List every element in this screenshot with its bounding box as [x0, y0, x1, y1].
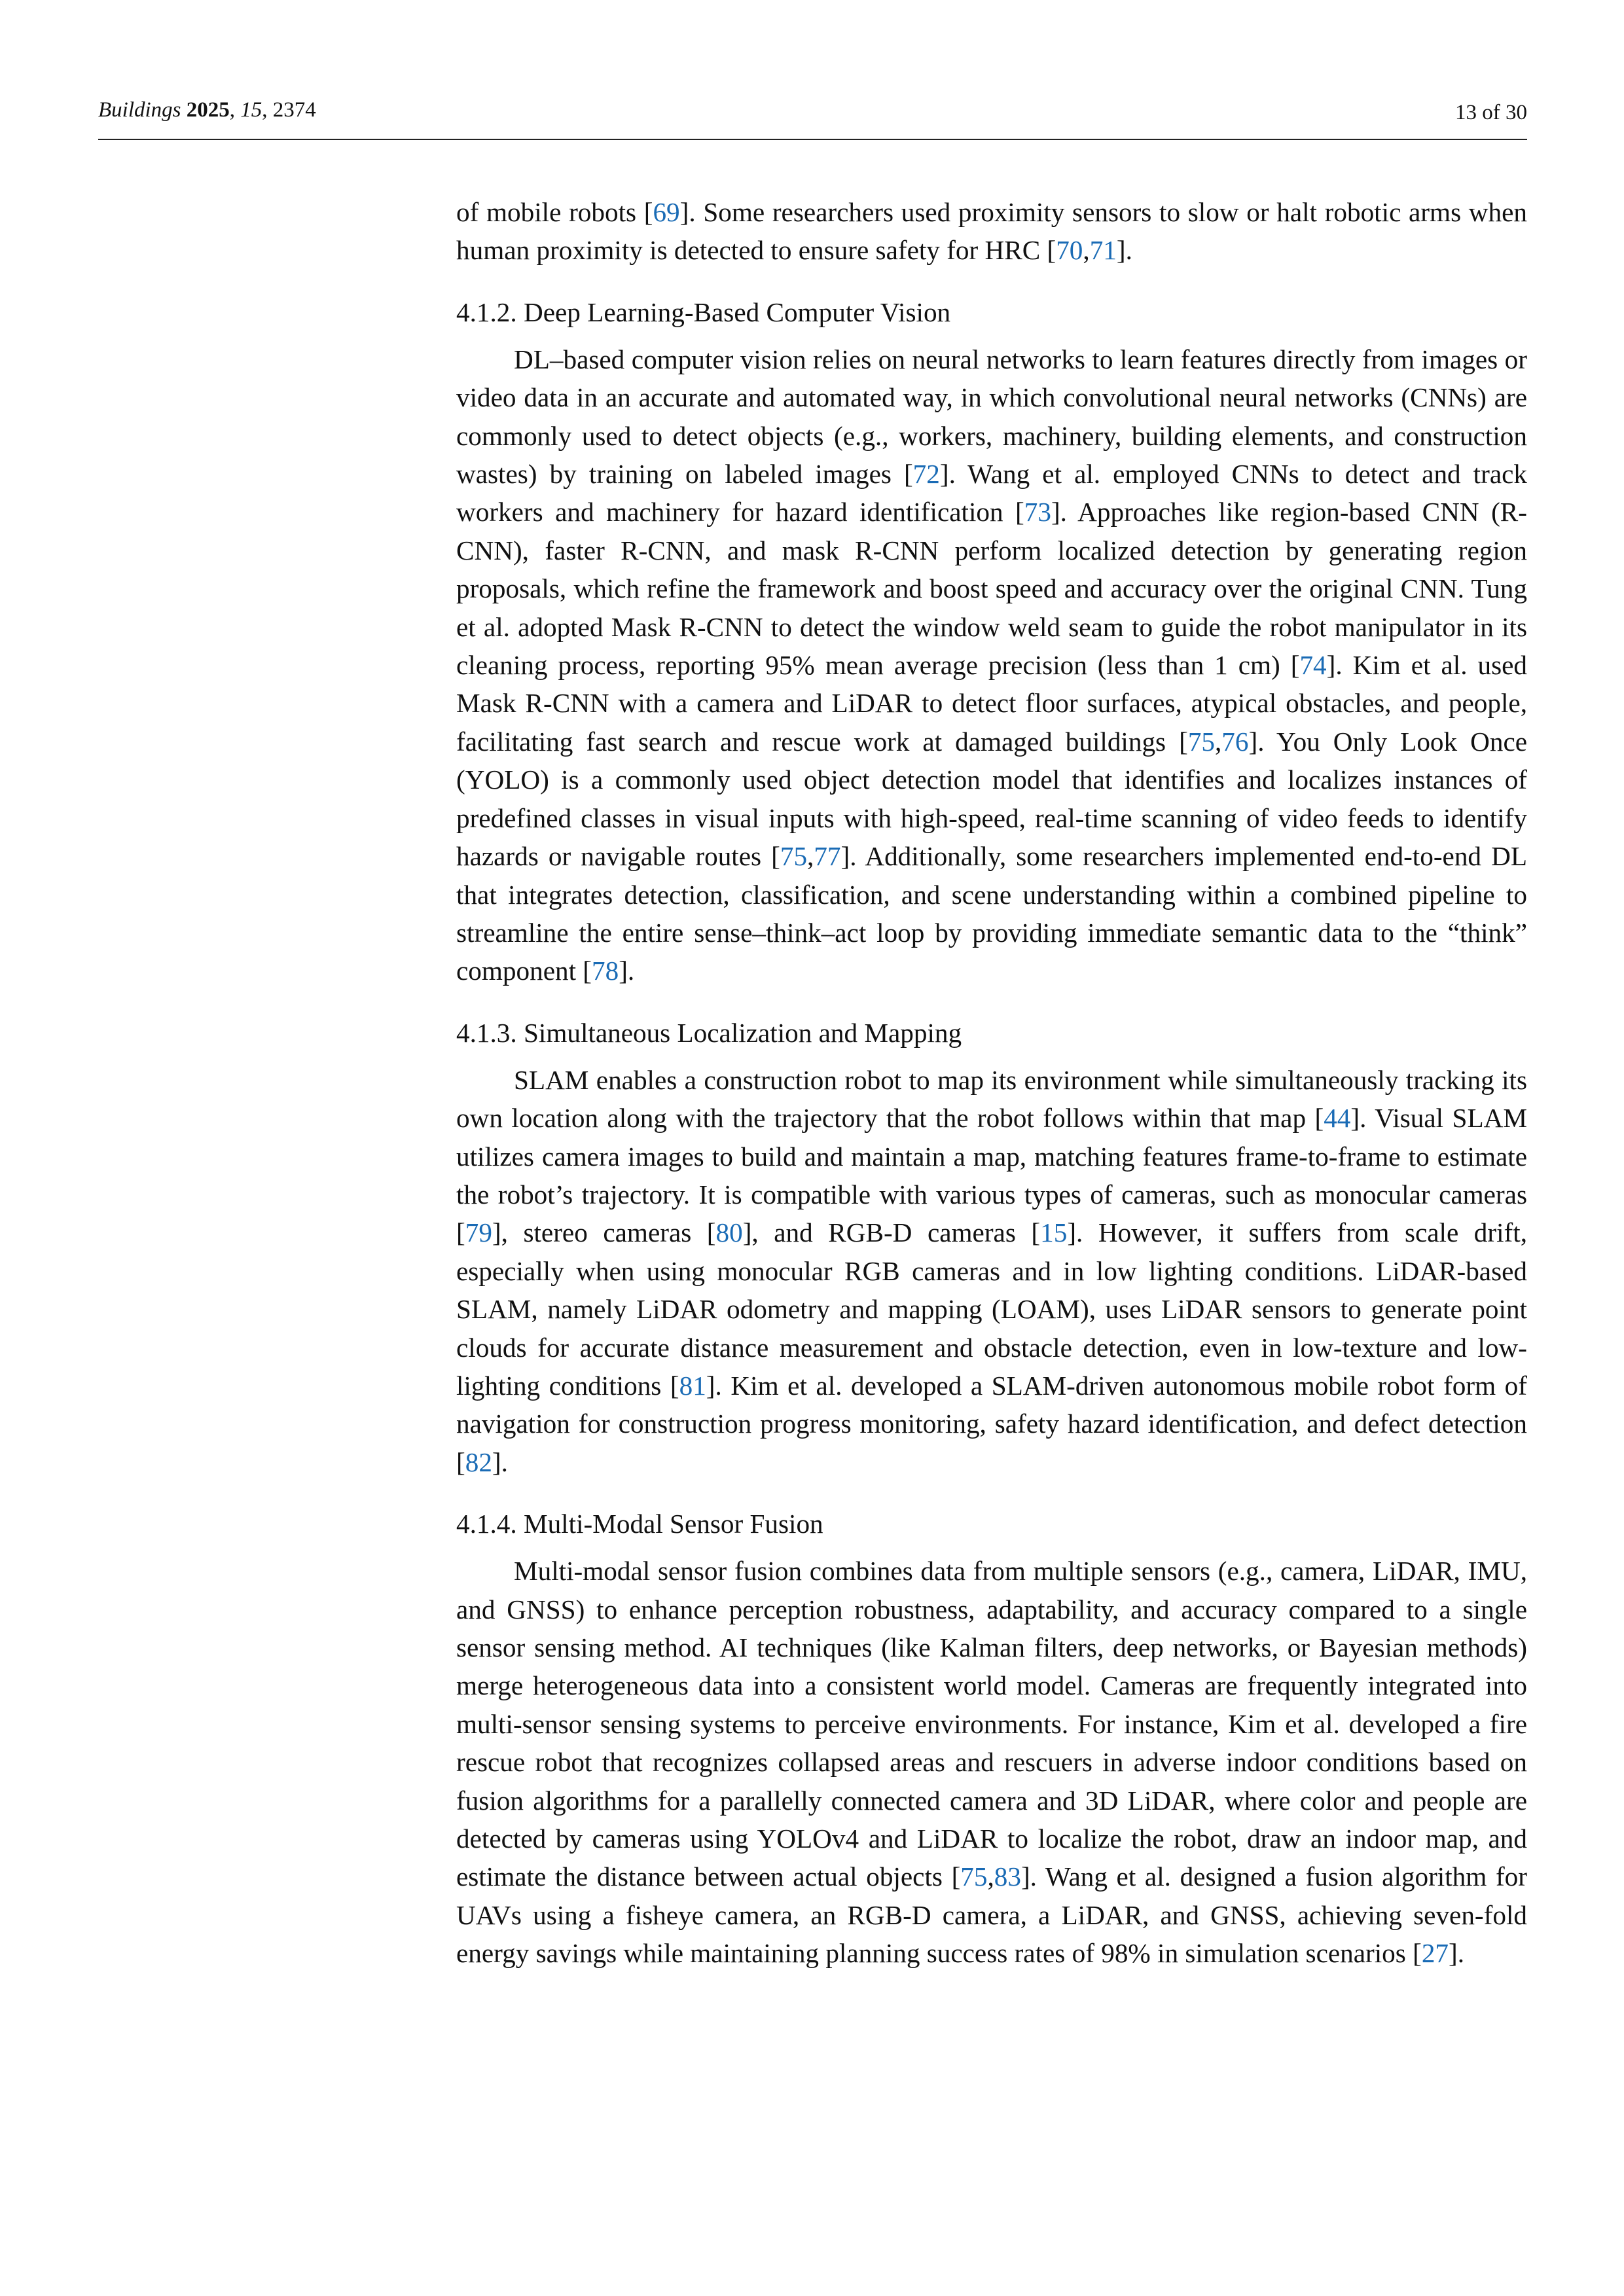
citation-link[interactable]: 15	[1040, 1217, 1068, 1248]
citation-link[interactable]: 82	[465, 1446, 492, 1477]
citation-link[interactable]: 74	[1299, 650, 1327, 681]
paragraph-text: ]. Kim et al. developed a SLAM-driven autonomous mobile robot form of navigation for construction progress monitoring, safety hazard identification, and defect detection [	[456, 1370, 1527, 1477]
article-body	[456, 193, 1527, 1973]
citation-link[interactable]: 81	[679, 1370, 706, 1401]
body-paragraph	[456, 1552, 1527, 1972]
paragraph-text: ,	[987, 1861, 994, 1892]
citation-link[interactable]: 75	[960, 1861, 988, 1892]
header-rule	[98, 139, 1527, 140]
citation-link[interactable]: 69	[653, 197, 680, 227]
body-paragraph	[456, 1061, 1527, 1481]
citation-link[interactable]: 72	[912, 459, 940, 490]
citation-link[interactable]: 83	[994, 1861, 1021, 1892]
citation-link[interactable]: 73	[1024, 497, 1051, 528]
paragraph-text: ].	[1449, 1938, 1465, 1969]
paragraph-text: ]. However, it suffers from scale drift, especially when using monocular RGB cameras and in low lighting conditions. LiDAR-based SLAM, namely LiDAR odometry and mapping (LOAM), uses LiDAR sensors to generate point clouds for accurate distance measurement and obstacle detection, even in low-texture and low-lighting conditions [	[456, 1217, 1528, 1401]
body-paragraph	[456, 340, 1527, 990]
journal-citation: Buildings 2025, 15, 2374	[98, 98, 316, 122]
citation-link[interactable]: 80	[715, 1217, 743, 1248]
body-paragraph	[456, 193, 1527, 270]
page-number: 13 of 30	[1455, 101, 1527, 124]
citation-link[interactable]: 44	[1324, 1103, 1351, 1134]
journal-year: 2025	[186, 98, 230, 122]
citation-link[interactable]: 27	[1421, 1938, 1449, 1969]
paragraph-text: ,	[1215, 726, 1222, 757]
paragraph-text: SLAM enables a construction robot to map its environment while simultaneously tracking its own location along with the trajectory that the robot follows within that map [	[456, 1064, 1527, 1134]
paragraph-text: ]. Wang et al. employed CNNs to detect and track workers and machinery for hazard identification [	[456, 459, 1528, 528]
paragraph-text: ,	[1083, 235, 1090, 266]
citation-link[interactable]: 75	[780, 841, 808, 872]
paragraph-text: ], and RGB-D cameras [	[742, 1217, 1041, 1248]
citation-link[interactable]: 77	[814, 841, 841, 872]
paragraph-text: DL–based computer vision relies on neural networks to learn features directly from images or video data in an accurate and automated way, in which convolutional neural networks (CNNs) are commonly used to detect objects (e.g., workers, machinery, building elements, and construction wastes) by training on labeled images [	[456, 344, 1527, 490]
paragraph-text: ]. You Only Look Once (YOLO) is a commonly used object detection model that identifies and localizes instances of predefined classes in visual inputs with high-speed, real-time scanning of video feeds to identify hazards or navigable routes [	[456, 726, 1528, 872]
running-header	[98, 92, 1527, 131]
journal-volume: 15	[240, 98, 262, 122]
paragraph-text: ,	[807, 841, 814, 872]
paragraph-text: of mobile robots [	[456, 197, 653, 227]
citation-link[interactable]: 78	[592, 956, 619, 986]
paragraph-text: ].	[492, 1446, 508, 1477]
paragraph-text: ]. Visual SLAM utilizes camera images to build and maintain a map, matching features frame-to-frame to estimate the robot’s trajectory. It is compatible with various types of cameras, such as monocular cameras [	[456, 1103, 1527, 1248]
section-heading: 4.1.2. Deep Learning-Based Computer Vision	[456, 296, 951, 327]
paragraph-text: ]. Wang et al. designed a fusion algorithm for UAVs using a fisheye camera, an RGB-D camera, a LiDAR, and GNSS, achieving seven-fold energy savings while maintaining planning success rates of 98% in simulation scenarios [	[456, 1861, 1527, 1969]
paragraph-text: ]. Some researchers used proximity sensors to slow or halt robotic arms when human proximity is detected to ensure safety for HRC [	[456, 197, 1527, 266]
paragraph-text: ].	[1116, 235, 1132, 266]
article-number: 2374	[272, 98, 316, 122]
paragraph-text: ], stereo cameras [	[492, 1217, 716, 1248]
citation-link[interactable]: 79	[465, 1217, 492, 1248]
paragraph-text: ]. Additionally, some researchers implemented end-to-end DL that integrates detection, classification, and scene understanding within a combined pipeline to streamline the entire sense–think–act loop by providing immediate semantic data to the “think” component [	[456, 841, 1527, 986]
section-heading: 4.1.4. Multi-Modal Sensor Fusion	[456, 1509, 823, 1539]
paragraph-text: Multi-modal sensor fusion combines data from multiple sensors (e.g., camera, LiDAR, IMU, and GNSS) to enhance perception robustness, adaptability, and accuracy compared to a single sensor sensing method. AI techniques (like Kalman filters, deep networks, or Bayesian methods) merge heterogeneous data into a consistent world model. Cameras are frequently integrated into multi-sensor sensing systems to perceive environments. For instance, Kim et al. developed a fire rescue robot that recognizes collapsed areas and rescuers in adverse indoor conditions based on fusion algorithms for a parallelly connected camera and 3D LiDAR, where color and people are detected by cameras using YOLOv4 and LiDAR to localize the robot, draw an indoor map, and estimate the distance between actual objects [	[456, 1556, 1527, 1892]
citation-link[interactable]: 71	[1089, 235, 1117, 266]
paragraph-text: ]. Approaches like region-based CNN (R-CNN), faster R-CNN, and mask R-CNN perform localized detection by generating region proposals, which refine the framework and boost speed and accuracy over the original CNN. Tung et al. adopted Mask R-CNN to detect the window weld seam to guide the robot manipulator in its cleaning process, reporting 95% mean average precision (less than 1 cm) [	[456, 497, 1527, 681]
paragraph-text: ].	[619, 956, 635, 986]
section-heading: 4.1.3. Simultaneous Localization and Mapping	[456, 1017, 962, 1048]
citation-link[interactable]: 70	[1056, 235, 1083, 266]
journal-name: Buildings	[98, 98, 181, 122]
citation-link[interactable]: 75	[1187, 726, 1215, 757]
paragraph-text: ]. Kim et al. used Mask R-CNN with a camera and LiDAR to detect floor surfaces, atypical obstacles, and people, facilitating fast search and rescue work at damaged buildings [	[456, 650, 1527, 757]
citation-link[interactable]: 76	[1221, 726, 1249, 757]
